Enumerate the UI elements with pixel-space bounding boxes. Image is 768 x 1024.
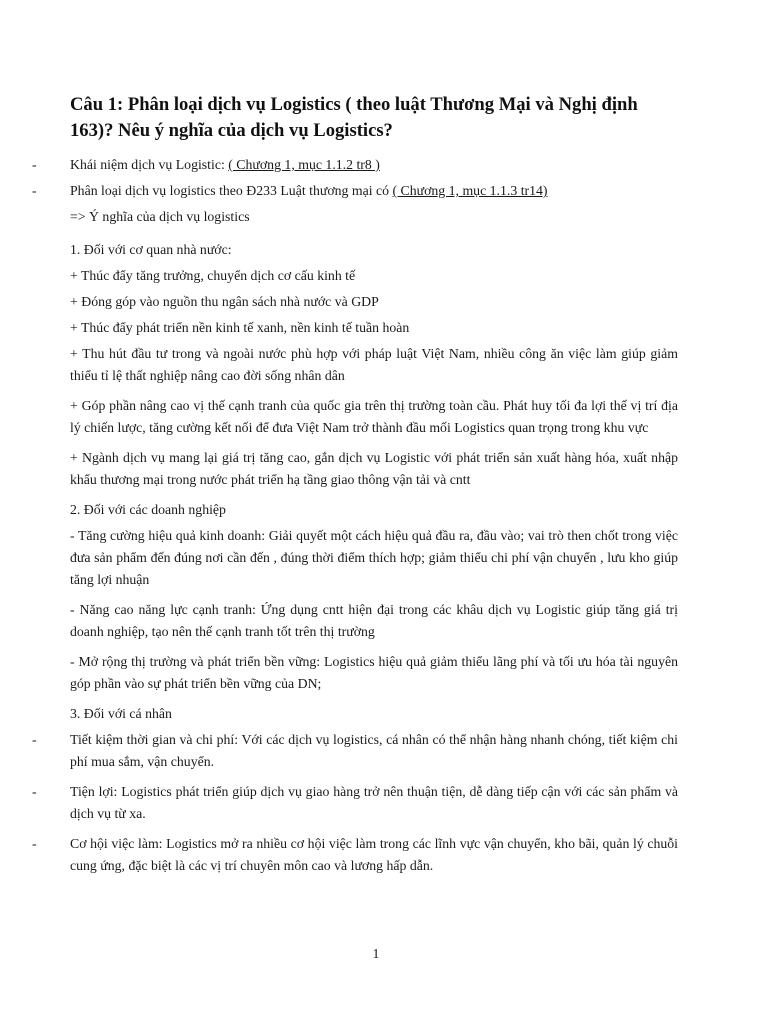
bullet-classification [32,180,678,202]
section3-item [32,729,678,773]
classification-text: Phân loại dịch vụ logistics theo Đ233 Luật thương mại có [70,183,393,198]
bullet-dash: - [32,784,37,799]
bullet-dash: - [32,732,37,747]
classification-reference: ( Chương 1, mục 1.1.3 tr14) [392,183,548,198]
section1-item: + Góp phần nâng cao vị thế cạnh tranh của quốc gia trên thị trường toàn cầu. Phát huy tối đa lợi thế vị trí địa lý chiến lược, tăng cường kết nối để đưa Việt Nam trở thành đầu mối Logistics quan trọng trong khu vực [70,398,678,435]
meaning-title: => Ý nghĩa của dịch vụ logistics [70,209,250,224]
section3-item-text: Tiết kiệm thời gian và chi phí: Với các dịch vụ logistics, cá nhân có thể nhận hàng nhanh chóng, tiết kiệm chi phí mua sắm, vận chuyển. [70,732,678,769]
section1-item: + Ngành dịch vụ mang lại giá trị tăng cao, gắn dịch vụ Logistic với phát triển sản xuất hàng hóa, xuất nhập khẩu thương mại trong nước phát triển hạ tầng giao thông vận tải và cntt [70,450,678,487]
section3-item-text: Tiện lợi: Logistics phát triển giúp dịch vụ giao hàng trở nên thuận tiện, dễ dàng tiếp cận với các sản phẩm và dịch vụ từ xa. [70,784,678,821]
section1-item: + Thúc đẩy phát triển nền kinh tế xanh, nền kinh tế tuần hoàn [70,320,410,335]
section2-item: - Tăng cường hiệu quả kinh doanh: Giải quyết một cách hiệu quả đầu ra, đầu vào; vai trò then chốt trong việc đưa sản phẩm đến đúng nơi cần đến , đúng thời điểm thích hợp; giảm thiểu chi phí vận chuyển , lưu kho giúp tăng lợi nhuận [70,528,678,587]
section2-item: - Năng cao năng lực cạnh tranh: Ứng dụng cntt hiện đại trong các khâu dịch vụ Logistic giúp tăng giá trị doanh nghiệp, tạo nên thế cạnh tranh tốt trên thị trường [70,602,678,639]
section3-title: 3. Đối với cá nhân [70,706,172,721]
page-number: 1 [372,946,380,961]
section3-item-text: Cơ hội việc làm: Logistics mở ra nhiều cơ hội việc làm trong các lĩnh vực vận chuyển, kho bãi, quản lý chuỗi cung ứng, đặc biệt là các vị trí chuyên môn cao và lương hấp dẫn. [70,836,678,873]
section2-item: - Mở rộng thị trường và phát triển bền vững: Logistics hiệu quả giảm thiểu lãng phí và tối ưu hóa tài nguyên góp phần vào sự phát triển bền vững của DN; [70,654,678,691]
section1-item: + Thu hút đầu tư trong và ngoài nước phù hợp với pháp luật Việt Nam, nhiều công ăn việc làm giúp giảm thiểu tỉ lệ thất nghiệp nâng cao đời sống nhân dân [70,346,678,383]
bullet-dash: - [32,183,37,198]
bullet-dash: - [32,836,37,851]
bullet-concept [32,154,678,176]
bullet-dash: - [32,157,37,172]
section2-title: 2. Đối với các doanh nghiệp [70,502,226,517]
concept-reference: ( Chương 1, mục 1.1.2 tr8 ) [228,157,380,172]
section3-item [32,833,678,877]
concept-text: Khái niệm dịch vụ Logistic: [70,157,229,172]
section1-item: + Thúc đẩy tăng trưởng, chuyển dịch cơ cấu kinh tế [70,268,356,283]
page-content [32,92,678,877]
section1-title: 1. Đối với cơ quan nhà nước: [70,242,232,257]
section1-item: + Đóng góp vào nguồn thu ngân sách nhà nước và GDP [70,294,379,309]
question-heading: Câu 1: Phân loại dịch vụ Logistics ( theo luật Thương Mại và Nghị định 163)? Nêu ý nghĩa của dịch vụ Logistics? [70,94,638,141]
section3-item [32,781,678,825]
